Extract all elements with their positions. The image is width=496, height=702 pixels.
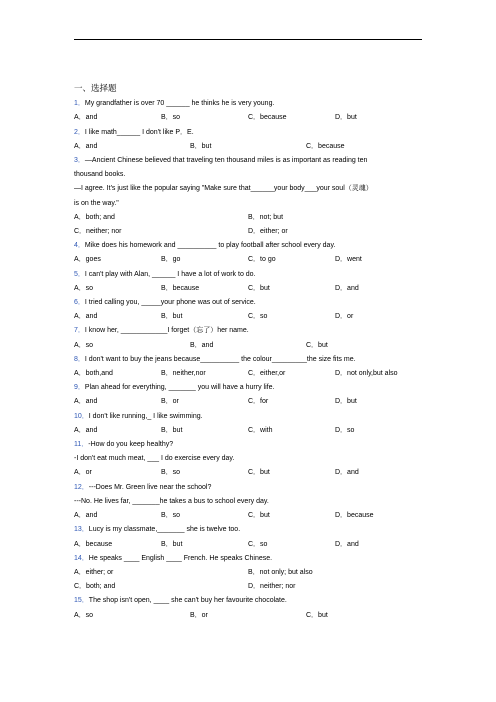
answer-option[interactable]: B．or <box>161 398 179 406</box>
answer-option[interactable]: C．so <box>248 540 268 548</box>
question-number: 3． <box>74 157 85 165</box>
question-stem <box>74 97 426 111</box>
exam-page <box>74 82 426 623</box>
question <box>74 523 426 551</box>
answer-option[interactable]: B．but <box>190 142 212 150</box>
answer-option[interactable]: A．and <box>74 114 98 122</box>
question <box>74 296 426 324</box>
options-row <box>74 395 426 409</box>
answer-option[interactable]: A．or <box>74 469 92 477</box>
answer-option[interactable]: D．either; or <box>248 228 288 236</box>
question-stem-continued <box>74 197 426 211</box>
answer-option[interactable]: D．because <box>335 512 374 520</box>
question-text: -How do you keep healthy? <box>88 441 174 449</box>
question-text: ---No. He lives far, _______he takes a bus to school every day. <box>74 497 269 505</box>
answer-option[interactable]: C．with <box>248 426 273 434</box>
question-number: 7． <box>74 327 85 335</box>
answer-option[interactable]: C．because <box>248 114 287 122</box>
question-number: 11． <box>74 441 89 449</box>
options-row <box>74 111 426 125</box>
question-stem <box>74 594 426 608</box>
question-stem-continued <box>74 168 426 182</box>
question-number: 4． <box>74 242 85 250</box>
question-stem <box>74 154 426 168</box>
answer-option[interactable]: A．goes <box>74 256 101 264</box>
options-row <box>74 566 426 580</box>
question-stem <box>74 324 426 338</box>
question-stem <box>74 268 426 282</box>
answer-option[interactable]: D．so <box>335 426 355 434</box>
answer-option[interactable]: D．and <box>335 540 359 548</box>
answer-option[interactable]: A．and <box>74 142 98 150</box>
answer-option[interactable]: C．but <box>306 611 328 619</box>
answer-option[interactable]: C．but <box>306 341 328 349</box>
question-text: I don't want to buy the jeans because__________ the colour_________the size fits me. <box>84 355 356 363</box>
answer-option[interactable]: A．so <box>74 611 94 619</box>
answer-option[interactable]: B．go <box>161 256 181 264</box>
options-row <box>74 367 426 381</box>
answer-option[interactable]: D．and <box>335 469 359 477</box>
question-stem <box>74 126 426 140</box>
answer-option[interactable]: B．so <box>161 512 181 520</box>
answer-option[interactable]: B．and <box>190 341 214 349</box>
question-stem-continued <box>74 452 426 466</box>
answer-option[interactable]: A．and <box>74 313 98 321</box>
question <box>74 552 426 595</box>
answer-option[interactable]: A．so <box>74 341 94 349</box>
options-row <box>74 211 426 225</box>
options-row <box>74 225 426 239</box>
answer-option[interactable]: C．to go <box>248 256 276 264</box>
question-text: is on the way." <box>74 199 119 207</box>
question-text: Lucy is my classmate,_______ she is twelve too. <box>88 526 241 534</box>
answer-option[interactable]: B．but <box>161 313 183 321</box>
header-rule <box>74 39 422 40</box>
question-number: 6． <box>74 299 85 307</box>
question-text: -I don't eat much meat, ___ I do exercise every day. <box>74 455 235 463</box>
question-text: Mike does his homework and __________ to play football after school every day. <box>84 242 336 250</box>
question-text: I don't like running,_ I like swimming. <box>88 412 203 420</box>
answer-option[interactable]: B．not only; but also <box>248 568 313 576</box>
answer-option[interactable]: C．neither; nor <box>74 228 122 236</box>
answer-option[interactable]: A．so <box>74 284 94 292</box>
question <box>74 324 426 352</box>
answer-option[interactable]: C．but <box>248 284 270 292</box>
question-stem <box>74 481 426 495</box>
question-stem <box>74 552 426 566</box>
question-number: 9． <box>74 384 85 392</box>
question <box>74 268 426 296</box>
options-row <box>74 580 426 594</box>
question-stem <box>74 353 426 367</box>
question-text: My grandfather is over 70 ______ he thinks he is very young. <box>84 100 275 108</box>
question-number: 2． <box>74 128 85 136</box>
answer-option[interactable]: B．but <box>161 540 183 548</box>
answer-option[interactable]: D．but <box>335 398 357 406</box>
question-text: He speaks ____ English ____ French. He speaks Chinese. <box>88 554 273 562</box>
section-title: 一、选择题 <box>74 84 117 94</box>
answer-option[interactable]: D．went <box>335 256 362 264</box>
question-number: 15． <box>74 597 89 605</box>
question <box>74 126 426 154</box>
options-row <box>74 538 426 552</box>
answer-option[interactable]: C．for <box>248 398 269 406</box>
options-row <box>74 466 426 480</box>
options-row <box>74 339 426 353</box>
options-row <box>74 140 426 154</box>
question-text: Plan ahead for everything, _______ you will have a hurry life. <box>84 384 275 392</box>
question <box>74 97 426 125</box>
answer-option[interactable]: A．because <box>74 540 113 548</box>
question-stem-continued <box>74 182 426 196</box>
question-text: I tried calling you, _____your phone was out of service. <box>84 299 256 307</box>
answer-option[interactable]: D．and <box>335 284 359 292</box>
answer-option[interactable]: C．because <box>306 142 345 150</box>
answer-option[interactable]: A．both,and <box>74 370 113 378</box>
question <box>74 438 426 481</box>
question-stem <box>74 296 426 310</box>
question-number: 8． <box>74 355 85 363</box>
question <box>74 381 426 409</box>
answer-option[interactable]: A．either; or <box>74 568 114 576</box>
options-row <box>74 424 426 438</box>
question-stem <box>74 523 426 537</box>
answer-option[interactable]: A．and <box>74 398 98 406</box>
question-text: —I agree. It's just like the popular saying "Make sure that______your body___your soul（灵魂） <box>74 185 373 193</box>
answer-option[interactable]: C．but <box>248 512 270 520</box>
answer-option[interactable]: B．so <box>161 469 181 477</box>
question-list <box>74 97 426 623</box>
answer-option[interactable]: C．so <box>248 313 268 321</box>
question-stem-continued <box>74 495 426 509</box>
question-text: ---Does Mr. Green live near the school? <box>88 483 212 491</box>
options-row <box>74 509 426 523</box>
options-row <box>74 310 426 324</box>
question <box>74 481 426 524</box>
question <box>74 239 426 267</box>
options-row <box>74 609 426 623</box>
answer-option[interactable]: D．not only,but also <box>335 370 398 378</box>
question <box>74 410 426 438</box>
answer-option[interactable]: D．or <box>335 313 354 321</box>
answer-option[interactable]: C．either,or <box>248 370 286 378</box>
question-text: I like math______ I don't like P．E. <box>84 128 194 136</box>
answer-option[interactable]: B．not; but <box>248 213 284 221</box>
answer-option[interactable]: A．and <box>74 426 98 434</box>
question-text: thousand books. <box>74 171 126 179</box>
question-text: —Ancient Chinese believed that traveling ten thousand miles is as important as reading ten <box>84 157 368 165</box>
options-row <box>74 253 426 267</box>
question-stem <box>74 438 426 452</box>
question-text: The shop isn't open, ____ she can't buy her favourite chocolate. <box>88 597 287 605</box>
question-number: 5． <box>74 270 85 278</box>
answer-option[interactable]: C．but <box>248 469 270 477</box>
question <box>74 594 426 622</box>
question-stem <box>74 239 426 253</box>
answer-option[interactable]: B．neither,nor <box>161 370 206 378</box>
question-number: 13． <box>74 526 89 534</box>
question-text: I can't play with Alan, ______ I have a lot of work to do. <box>84 270 256 278</box>
answer-option[interactable]: A．both; and <box>74 213 115 221</box>
question-number: 1． <box>74 100 85 108</box>
answer-option[interactable]: B．because <box>161 284 200 292</box>
question-number: 12． <box>74 483 89 491</box>
question-number: 14． <box>74 554 89 562</box>
answer-option[interactable]: B．so <box>161 114 181 122</box>
answer-option[interactable]: B．or <box>190 611 208 619</box>
question-number: 10． <box>74 412 89 420</box>
question <box>74 154 426 239</box>
answer-option[interactable]: D．neither; nor <box>248 583 296 591</box>
options-row <box>74 282 426 296</box>
answer-option[interactable]: B．but <box>161 426 183 434</box>
question-text: I know her, ____________I forget（忘了）her name. <box>84 327 249 335</box>
answer-option[interactable]: A．and <box>74 512 98 520</box>
question <box>74 353 426 381</box>
answer-option[interactable]: C．both; and <box>74 583 116 591</box>
answer-option[interactable]: D．but <box>335 114 357 122</box>
question-stem <box>74 410 426 424</box>
question-stem <box>74 381 426 395</box>
